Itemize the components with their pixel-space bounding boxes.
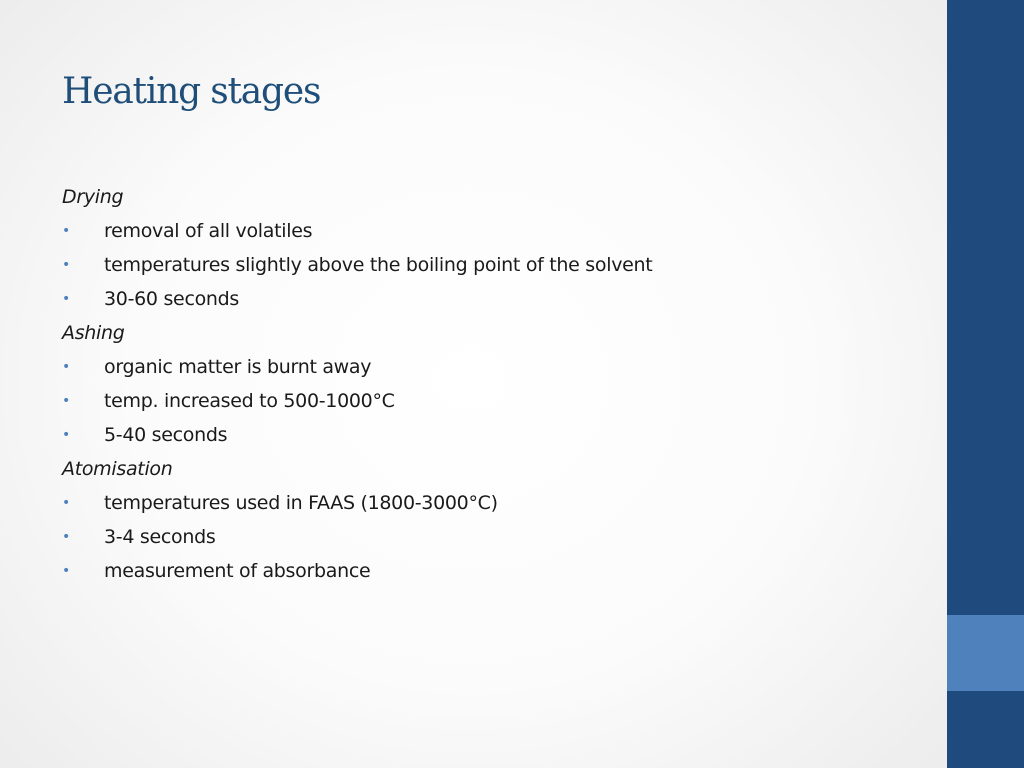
slide-title: Heating stages [62, 71, 321, 112]
bullet-icon: • [62, 393, 70, 409]
bullet-item [62, 558, 922, 592]
section-heading-drying: Drying [62, 186, 124, 208]
bullet-icon: • [62, 257, 70, 273]
bullet-text: 3-4 seconds [104, 526, 216, 548]
bullet-icon: • [62, 291, 70, 307]
bullet-text: organic matter is burnt away [104, 356, 372, 378]
bullet-item [62, 286, 922, 320]
section-heading-ashing: Ashing [62, 322, 125, 344]
bullet-icon: • [62, 359, 70, 375]
bullet-text: removal of all volatiles [104, 220, 313, 242]
bullet-item [62, 490, 922, 524]
section-heading-atomisation: Atomisation [62, 458, 173, 480]
bullet-item [62, 218, 922, 252]
bullet-item [62, 388, 922, 422]
bullet-icon: • [62, 427, 70, 443]
bullet-item [62, 524, 922, 558]
bullet-item [62, 354, 922, 388]
bullet-icon: • [62, 495, 70, 511]
bullet-text: temp. increased to 500-1000°C [104, 390, 395, 412]
bullet-icon: • [62, 563, 70, 579]
bullet-text: temperatures slightly above the boiling point of the solvent [104, 254, 653, 276]
bullet-text: temperatures used in FAAS (1800-3000°C) [104, 492, 498, 514]
bullet-icon: • [62, 223, 70, 239]
bullet-text: 30-60 seconds [104, 288, 240, 310]
sidebar-accent-block [947, 615, 1024, 691]
decorative-sidebar [947, 0, 1024, 768]
bullet-icon: • [62, 529, 70, 545]
slide-body [62, 184, 922, 592]
bullet-text: measurement of absorbance [104, 560, 371, 582]
bullet-item [62, 252, 922, 286]
bullet-text: 5-40 seconds [104, 424, 228, 446]
bullet-item [62, 422, 922, 456]
